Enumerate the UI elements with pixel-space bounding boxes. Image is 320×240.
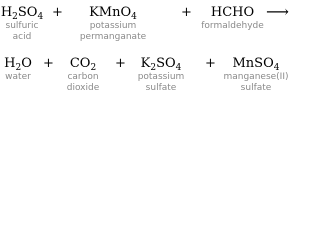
- reactant-sulfuric-acid: [0, 0, 44, 43]
- reactant-name-line: formaldehyde: [201, 21, 264, 31]
- reactants-row: [0, 0, 290, 50]
- product-formula: MnSO$_4$: [232, 56, 280, 73]
- product-name-line: carbon: [67, 72, 99, 82]
- product-name-line: dioxide: [66, 83, 100, 93]
- plus-sign: +: [43, 56, 54, 71]
- reactant-name-line: sulfuric: [5, 21, 39, 31]
- product-carbon-dioxide: [63, 51, 103, 94]
- reactant-potassium-permanganate: [75, 0, 151, 43]
- reactant-formula: KMnO$_4$: [89, 5, 137, 22]
- plus-sign: +: [115, 56, 126, 71]
- product-name-line: sulfate: [145, 83, 177, 93]
- plus-sign: +: [52, 5, 63, 20]
- product-water: [6, 51, 30, 83]
- reactant-formula: HCHO: [210, 5, 255, 20]
- product-formula: $CO_2$: [69, 56, 97, 73]
- product-name-line: water: [5, 72, 31, 82]
- reactant-formula: $H_2SO_4$: [0, 5, 44, 22]
- product-name-line: manganese(II): [223, 72, 289, 82]
- plus-sign: +: [205, 56, 216, 71]
- product-formula: $H_2O$: [4, 56, 32, 73]
- reaction-arrow: ⟶: [266, 2, 289, 21]
- product-name-line: sulfate: [240, 83, 272, 93]
- reactant-formaldehyde: [201, 0, 264, 32]
- product-manganese-sulfate: [222, 51, 290, 94]
- product-formula: $K_2SO_4$: [140, 56, 182, 73]
- products-row: [0, 51, 290, 101]
- product-potassium-sulfate: [131, 51, 191, 94]
- reactant-name-line: acid: [12, 32, 32, 42]
- plus-sign: +: [181, 5, 192, 20]
- product-name-line: potassium: [137, 72, 185, 82]
- reactant-name-line: potassium: [89, 21, 137, 31]
- reactant-name-line: permanganate: [79, 32, 147, 42]
